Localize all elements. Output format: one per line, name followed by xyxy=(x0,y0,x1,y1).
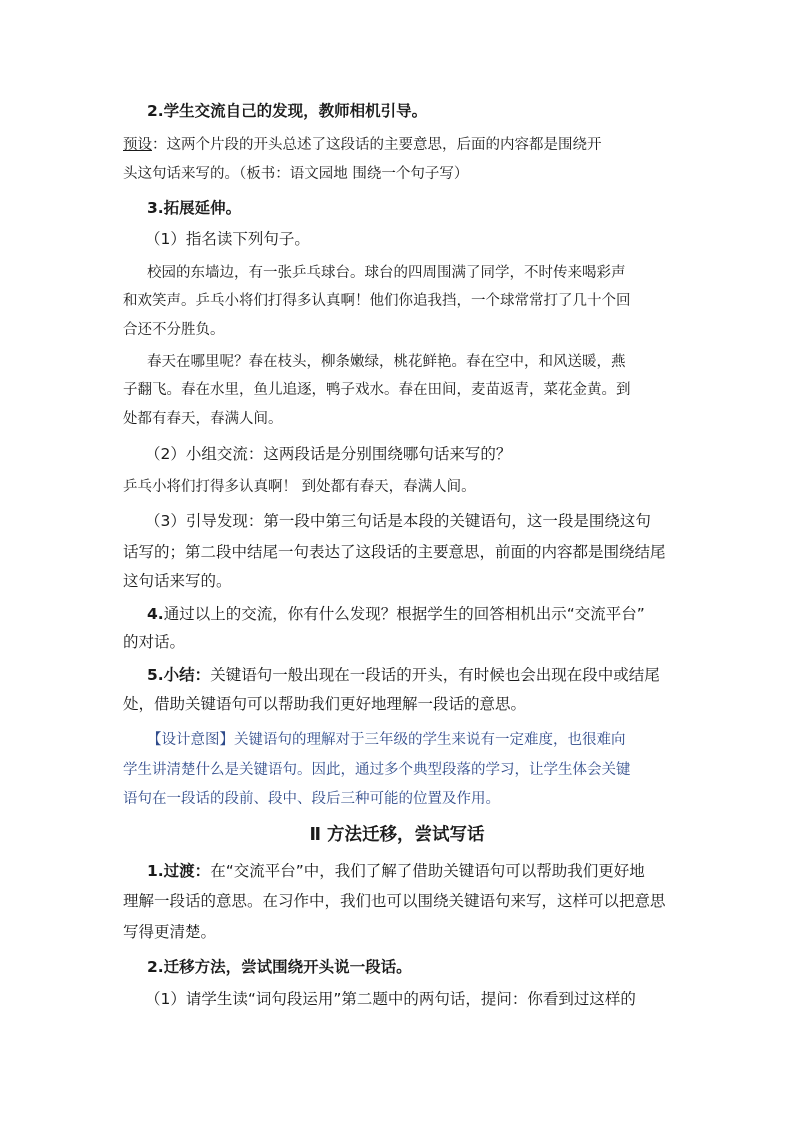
preset-line-2: 头这句话来写的。（板书：语文园地 围绕一个句子写） xyxy=(123,166,469,182)
transition-line-3: 写得更清楚。 xyxy=(123,923,217,941)
step-4-label: 4. xyxy=(147,605,164,623)
preset-line-1: 预设：这两个片段的开头总述了这段话的主要意思，后面的内容都是围绕开 xyxy=(123,137,602,153)
design-intent-line-2: 学生讲清楚什么是关键语句。因此，通过多个典型段落的学习，让学生体会关键 xyxy=(123,762,631,778)
sub-step-2: （2）小组交流：这两段话是分别围绕哪句话来写的？ xyxy=(145,445,512,463)
step-2-heading: 2.学生交流自己的发现，教师相机引导。 xyxy=(147,102,428,120)
transition-label: 1.过渡： xyxy=(147,862,211,880)
section-2-heading: Ⅱ 方法迁移，尝试写话 xyxy=(309,825,485,845)
step-5-label: 5.小结： xyxy=(147,666,211,684)
step-4-line-1: 4.通过以上的交流，你有什么发现？根据学生的回答相机出示“交流平台” xyxy=(147,605,645,623)
passage-2-line-3: 处都有春天，春满人间。 xyxy=(123,411,283,427)
sub-step-1: （1）指名读下列句子。 xyxy=(145,230,310,248)
passage-2-line-2: 子翻飞。春在水里，鱼儿追逐，鸭子戏水。春在田间，麦苗返青，菜花金黄。到 xyxy=(123,382,631,398)
transition-line-2: 理解一段话的意思。在习作中，我们也可以围绕关键语句来写，这样可以把意思 xyxy=(123,892,666,910)
transition-line-1: 1.过渡：在“交流平台”中，我们了解了借助关键语句可以帮助我们更好地 xyxy=(147,862,645,880)
design-intent-line-1: 【设计意图】关键语句的理解对于三年级的学生来说有一定难度，也很难向 xyxy=(147,732,626,748)
sub-step-3-line-2: 话写的；第二段中结尾一句表达了这段话的主要意思，前面的内容都是围绕结尾 xyxy=(123,543,666,561)
sub-step-3-line-1: （3）引导发现：第一段中第三句话是本段的关键语句，这一段是围绕这句 xyxy=(145,512,651,530)
step-4-line-2: 的对话。 xyxy=(123,633,186,651)
section-2-step-2-heading: 2.迁移方法，尝试围绕开头说一段话。 xyxy=(147,958,412,976)
step-5-line-2: 处，借助关键语句可以帮助我们更好地理解一段话的意思。 xyxy=(123,695,527,713)
passage-1-line-3: 合还不分胜负。 xyxy=(123,322,225,338)
answer-line: 乒乓小将们打得多认真啊！ 到处都有春天，春满人间。 xyxy=(123,479,476,495)
step-3-heading: 3.拓展延伸。 xyxy=(147,199,242,217)
preset-label: 预设 xyxy=(123,137,152,153)
passage-2-line-1: 春天在哪里呢？春在枝头，柳条嫩绿，桃花鲜艳。春在空中，和风送暖，燕 xyxy=(147,354,626,370)
sub-step-3-line-3: 这句话来写的。 xyxy=(123,572,232,590)
step-5-line-1: 5.小结：关键语句一般出现在一段话的开头，有时候也会出现在段中或结尾 xyxy=(147,666,660,684)
design-intent-line-3: 语句在一段话的段前、段中、段后三种可能的位置及作用。 xyxy=(123,791,500,807)
passage-1-line-1: 校园的东墙边，有一张乒乓球台。球台的四周围满了同学，不时传来喝彩声 xyxy=(147,265,626,281)
section-2-sub-step-1: （1）请学生读“词句段运用”第二题中的两句话，提问：你看到过这样的 xyxy=(145,990,636,1008)
passage-1-line-2: 和欢笑声。乒乓小将们打得多认真啊！他们你追我挡，一个球常常打了几十个回 xyxy=(123,293,631,309)
